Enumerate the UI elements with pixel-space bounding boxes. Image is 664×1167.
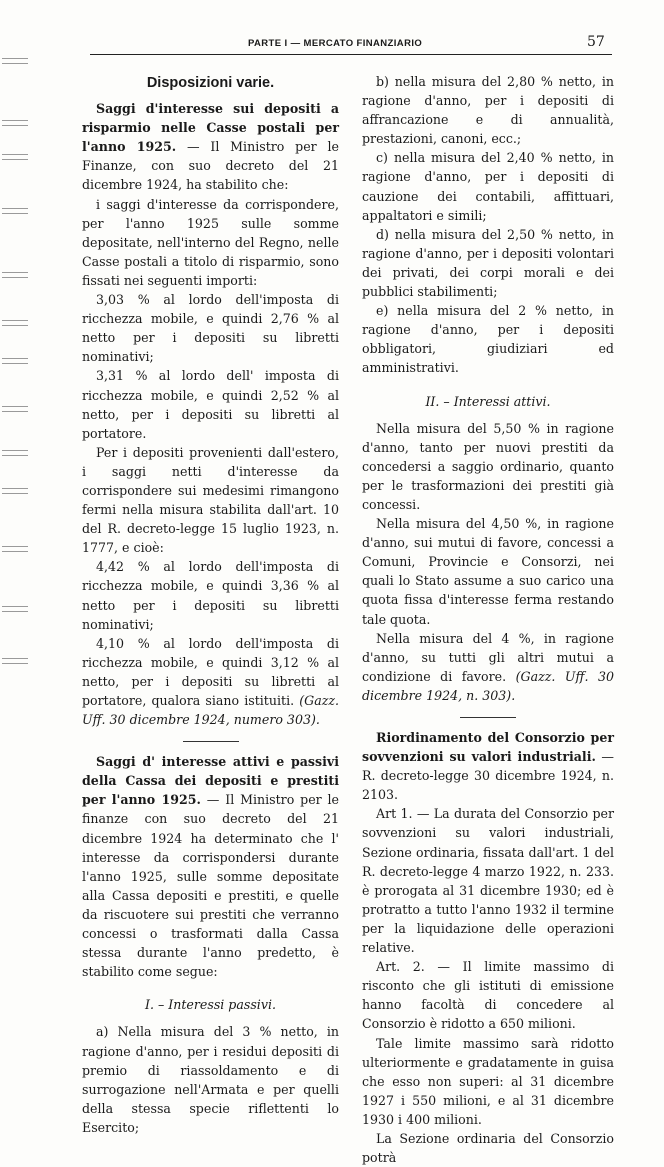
rate-item: 3,03 % al lordo dell'imposta di ricchezza mobile, e quindi 2,76 % al netto per i depositi su libretti nominativi; <box>82 292 339 365</box>
paragraph: Nella misura del 4 %, in ragione d'anno, su tutti gli altri mutui a condizione di favore. (Gazz. Uff. 30 dicembre 1924, n. 303). <box>362 630 614 703</box>
list-item-c: c) nella misura del 2,40 % netto, in ragione d'anno, per i depositi di cauzione dei contabili, affittuari, appaltatori e simili; <box>362 150 614 223</box>
article-2-title: Saggi d' interesse attivi e passivi della Cassa dei depositi e prestiti per l'anno 1925. <box>82 754 339 808</box>
article-1 <box>82 99 339 194</box>
paragraph: Nella misura del 4,50 %, in ragione d'anno, sui mutui di favore, concessi a Comuni, Provincie e Consorzi, nei quali lo Stato assume a suo carico una quota fissa d'interesse ferma restando tale quota. <box>362 516 614 627</box>
bound-page-edge <box>0 58 30 668</box>
article-3-title: Riordinamento del Consorzio per sovvenzioni su valori industriali. <box>362 730 614 765</box>
paragraph: La Sezione ordinaria del Consorzio potrà <box>362 1130 614 1166</box>
running-title: PARTE I — MERCATO FINANZIARIO <box>248 38 423 49</box>
citation: (Gazz. Uff. 30 dicembre 1924, n. 303). <box>362 668 614 703</box>
paragraph: i saggi d'interesse da corrispondere, per l'anno 1925 sulle somme depositate, nell'interno del Regno, nelle Casse postali a titolo di risparmio, sono fissati nei seguenti importi: <box>82 196 339 288</box>
paragraph: Per i depositi provenienti dall'estero, i saggi netti d'interesse da corrispondere sui medesimi rimangono fermi nella misura stabilita dall'art. 10 del R. decreto-legge 15 luglio 1923, n. 1777, e cioè: <box>82 444 339 556</box>
separator <box>460 717 516 718</box>
citation: (Gazz. Uff. 30 dicembre 1924, numero 303). <box>82 693 339 728</box>
article-1-title: Saggi d'interesse sui depositi a risparmio nelle Casse postali per l'anno 1925. <box>82 101 339 155</box>
right-column <box>362 72 614 1167</box>
header-rule <box>90 54 612 55</box>
rate-item: 3,31 % al lordo dell' imposta di ricchezza mobile, e quindi 2,52 % al netto, per i depositi su libretti al portatore. <box>82 368 339 441</box>
rate-item: 4,10 % al lordo dell'imposta di ricchezza mobile, e quindi 3,12 % al netto, per i depositi su libretti al portatore, qualora siano istituiti. (Gazz. Uff. 30 dicembre 1924, numero 303). <box>82 635 339 728</box>
article-3-intro: — R. decreto-legge 30 dicembre 1924, n. 2103. <box>362 749 614 803</box>
subheading-active: II. – Interessi attivi. <box>425 393 551 409</box>
paragraph: Tale limite massimo sarà ridotto ulteriormente e gradatamente in guisa che esso non superi: al 31 dicembre 1927 i 550 milioni, e al 31 dicembre 1930 i 400 milioni. <box>362 1035 614 1127</box>
article-2-text: Art. 2. — Il limite massimo di risconto che gli istituti di emissione hanno facoltà di concedere al Consorzio è ridotto a 650 milioni. <box>362 959 614 1032</box>
section-title: Disposizioni varie. <box>146 75 275 91</box>
separator <box>183 741 239 742</box>
rate-item: 4,42 % al lordo dell'imposta di ricchezza mobile, e quindi 3,36 % al netto per i depositi su libretti nominativi; <box>82 559 339 632</box>
paragraph: Nella misura del 5,50 % in ragione d'anno, tanto per nuovi prestiti da concedersi a saggio ordinario, quanto per le trasformazioni dei prestiti già concessi. <box>362 420 614 512</box>
article-2-text: — Il Ministro per le finanze con suo decreto del 21 dicembre 1924 ha determinato che l' interesse da corrispondersi durante l'anno 1925, sulle somme depositate alla Cassa depositi e prestiti, e quelle da riscuotere sui prestiti che verranno concessi o trasformati dalla Cassa stessa durante l'anno predetto, è stabilito come segue: <box>82 792 340 980</box>
article-1-intro: — Il Ministro per le Finanze, con suo decreto del 21 dicembre 1924, ha stabilito che: <box>82 139 339 193</box>
page-number: 57 <box>587 34 605 50</box>
list-item-a: a) Nella misura del 3 % netto, in ragione d'anno, per i residui depositi di premio di riassoldamento e di surrogazione nell'Armata e per quelli della stessa specie riflettenti lo Esercito; <box>82 1024 339 1135</box>
article-3 <box>362 728 614 804</box>
article-1-text: Art 1. — La durata del Consorzio per sovvenzioni su valori industriali, Sezione ordinaria, fissata dall'art. 1 del R. decreto-legge 4 marzo 1922, n. 233. è prorogata al 31 dicembre 1930; ed è protratto a tutto l'anno 1932 il termine per la liquidazione delle operazioni relative. <box>362 806 614 956</box>
left-column <box>82 72 339 1137</box>
list-item-e: e) nella misura del 2 % netto, in ragione d'anno, per i depositi obbligatori, giudiziari ed amministrativi. <box>362 303 614 376</box>
list-item-b: b) nella misura del 2,80 % netto, in ragione d'anno, per i depositi di affrancazione e di annualità, prestazioni, canoni, ecc.; <box>362 74 614 147</box>
article-2 <box>82 752 339 981</box>
subheading-passive: I. – Interessi passivi. <box>145 997 276 1013</box>
list-item-d: d) nella misura del 2,50 % netto, in ragione d'anno, per i depositi volontari dei privati, dei corpi morali e dei pubblici stabilimenti; <box>362 226 614 300</box>
